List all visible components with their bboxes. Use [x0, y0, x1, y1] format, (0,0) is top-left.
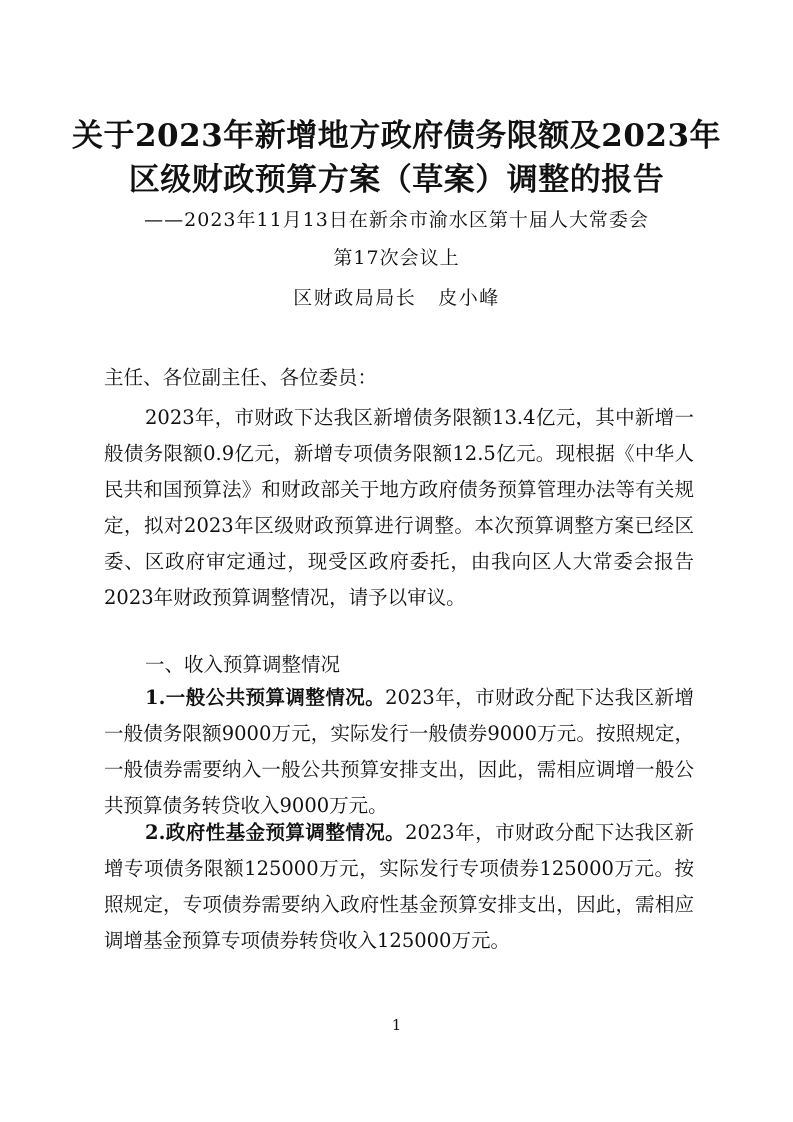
speaker-name: 皮小峰	[438, 287, 500, 309]
fund-budget-paragraph	[104, 815, 694, 959]
general-budget-heading: 1.一般公共预算调整情况。	[145, 686, 386, 709]
meeting-subtitle-line-1: ——2023年11月13日在新余市渝水区第十届人大常委会	[144, 209, 649, 231]
speaker-title: 区财政局局长	[293, 287, 417, 309]
section-heading-income-adjustment: 一、收入预算调整情况	[145, 653, 341, 676]
report-title-line-2: 区级财政预算方案（草案）调整的报告	[128, 162, 665, 198]
fund-budget-text: 2023年，市财政分配下达我区新增专项债务限额125000万元，实际发行专项债券125000万元。按照规定，专项债券需要纳入政府性基金预算安排支出，因此，需相应调增基金预算专项债券转贷收入125000万元。	[104, 821, 694, 952]
intro-paragraph	[104, 400, 694, 616]
report-title-line-1: 关于2023年新增地方政府债务限额及2023年	[71, 118, 722, 154]
page-number: 1	[391, 1016, 402, 1034]
salutation: 主任、各位副主任、各位委员：	[104, 366, 378, 389]
general-budget-text: 2023年，市财政分配下达我区新增一般债务限额9000万元，实际发行一般债券9000万元。按照规定，一般债券需要纳入一般公共预算安排支出，因此，需相应调增一般公共预算债务转贷收入9000万元。	[104, 686, 694, 817]
fund-budget-heading: 2.政府性基金预算调整情况。	[145, 821, 406, 844]
intro-paragraph-text: 2023年，市财政下达我区新增债务限额13.4亿元，其中新增一般债务限额0.9亿元，新增专项债务限额12.5亿元。现根据《中华人民共和国预算法》和财政部关于地方政府债务预算管理办法等有关规定，拟对2023年区级财政预算进行调整。本次预算调整方案已经区委、区政府审定通过，现受区政府委托，由我向区人大常委会报告2023年财政预算调整情况，请予以审议。	[104, 406, 694, 609]
general-budget-paragraph	[104, 680, 694, 824]
meeting-subtitle-line-2: 第17次会议上	[333, 247, 460, 269]
speaker-line	[60, 284, 733, 312]
